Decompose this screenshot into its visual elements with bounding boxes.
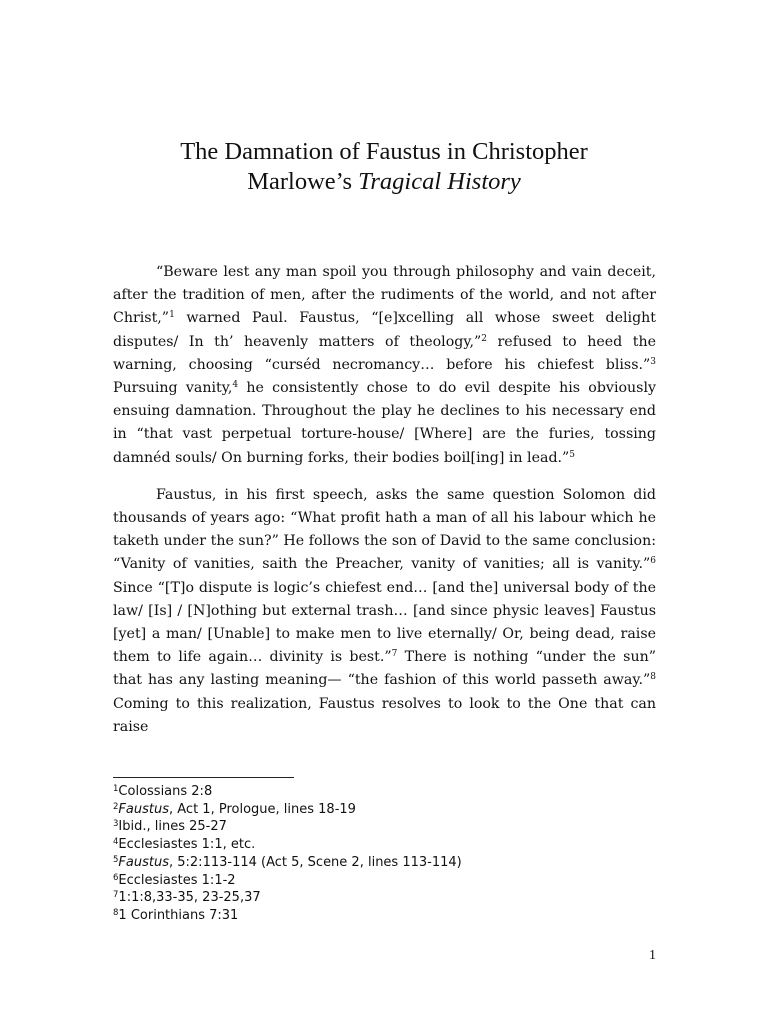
footnote-italic-title: Faustus — [118, 801, 169, 817]
footnote — [113, 801, 656, 819]
footnote-reference: 6 — [650, 556, 656, 567]
footnotes — [113, 783, 656, 925]
footnote-number: 6 — [113, 872, 119, 883]
footnote-number: 3 — [113, 819, 119, 830]
footnote-reference: 5 — [569, 449, 576, 460]
footnote-reference: 2 — [481, 333, 487, 344]
title-italic-work: Tragical History — [358, 168, 521, 195]
footnote-text: , Act 1, Prologue, lines 18-19 — [169, 801, 356, 817]
paragraph-text: “Beware lest any man spoil you through philosophy and vain deceit, after the tradition of men, after the rudiments of the world, and not after Christ,” — [113, 264, 656, 327]
footnote-text: 1:1:8,33-35, 23-25,37 — [118, 890, 261, 906]
footnote-text: 1 Corinthians 7:31 — [118, 907, 239, 923]
paragraph-text: warned Paul. Faustus, “[e]xcelling all whose sweet delight disputes/ In th’ heavenly matters of theology,” — [113, 310, 656, 350]
footnote — [113, 818, 656, 836]
footnote — [113, 872, 656, 890]
footnote-text: Ibid., lines 25-27 — [118, 819, 227, 835]
footnote-reference: 8 — [650, 672, 656, 683]
title-line-2-prefix: Marlowe’s — [247, 168, 359, 195]
document-title — [0, 137, 768, 197]
footnote-italic-title: Faustus — [118, 854, 169, 870]
footnote-text: Colossians 2:8 — [118, 784, 213, 799]
footnote-number: 1 — [113, 784, 119, 794]
footnote-reference: 4 — [232, 380, 239, 391]
paragraph-text: Pursuing vanity, — [113, 380, 233, 397]
title-line-2 — [0, 167, 768, 197]
footnote-reference: 7 — [391, 649, 398, 660]
body-paragraph — [113, 484, 656, 739]
footnote-number: 2 — [113, 801, 119, 812]
footnote — [113, 889, 656, 907]
footnote-separator — [113, 777, 294, 778]
footnote-text: , 5:2:113-114 (Act 5, Scene 2, lines 113-114) — [169, 854, 462, 870]
body-paragraph — [113, 261, 656, 470]
footnote-text: Ecclesiastes 1:1-2 — [118, 872, 236, 888]
footnote-text: Ecclesiastes 1:1, etc. — [118, 837, 256, 853]
paragraph-text: Since “[T]o dispute is logic’s chiefest end… [and the] universal body of the law/ [Is] / [N]othing but external trash… [and since physic leaves] Faustus [yet] a man/ [Unable] to make men to live eternally/ Or, being dead, raise them to life again… divinity is best.” — [113, 579, 656, 666]
footnote-reference: 3 — [650, 356, 656, 367]
paragraph-text: Faustus, in his first speech, asks the same question Solomon did thousands of years ago: “What profit hath a man of all his labour which he taketh under the sun?” He follows the son of David to the same conclusion: “Vanity of vanities, saith the Preacher, vanity of vanities; all is vanity.” — [113, 486, 656, 573]
page-number: 1 — [649, 948, 656, 963]
paragraph-text: There is nothing “under the sun” that has any lasting meaning— “the fashion of this world passeth away.” — [113, 649, 656, 689]
paragraph-text: Coming to this realization, Faustus resolves to look to the One that can raise — [113, 695, 656, 735]
footnote — [113, 854, 656, 872]
footnote — [113, 836, 656, 854]
footnote-reference: 1 — [169, 310, 175, 321]
footnote — [113, 783, 656, 801]
footnote-number: 4 — [113, 837, 119, 848]
footnote-number: 8 — [113, 907, 119, 918]
footnote-number: 5 — [113, 854, 119, 865]
title-line-1: The Damnation of Faustus in Christopher — [180, 138, 588, 165]
footnote — [113, 907, 656, 925]
body-text — [113, 261, 656, 753]
paragraph-text: he consistently chose to do evil despite his obviously ensuing damnation. Throughout the play he declines to his necessary end in “that vast perpetual torture-house/ [Where] are the furies, tossing damnéd souls/ On burning forks, their bodies boil[ing] in lead.” — [113, 380, 656, 466]
paragraph-text: refused to heed the warning, choosing “curséd necromancy… before his chiefest bliss.” — [113, 333, 657, 373]
footnote-number: 7 — [113, 890, 119, 901]
